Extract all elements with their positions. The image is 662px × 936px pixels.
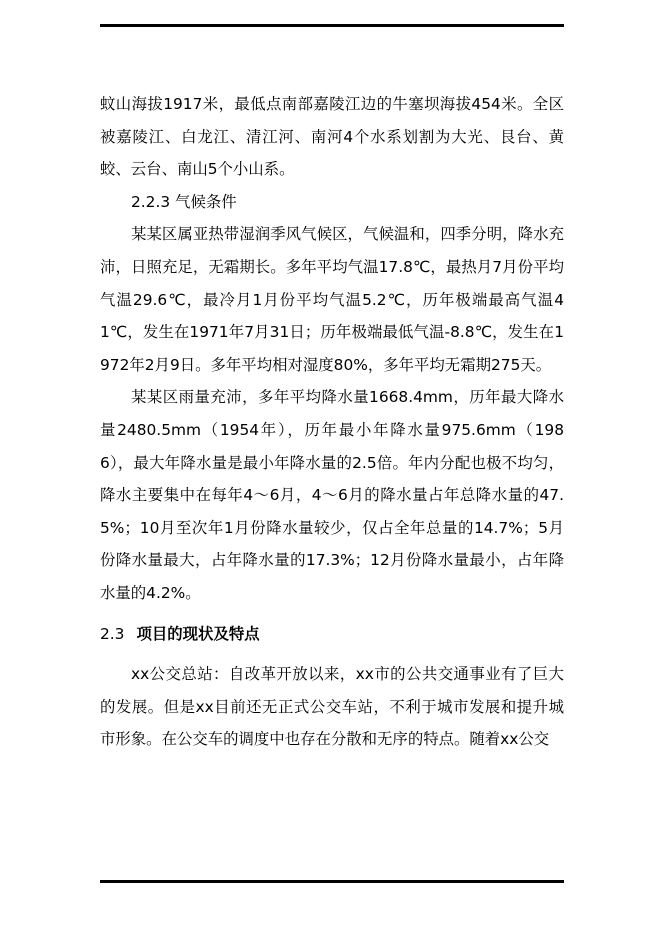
section-heading [100,618,564,651]
project-paragraph: xx公交总站：自改革开放以来，xx市的公共交通事业有了巨大的发展。但是xx目前还无正式公交车站，不利于城市发展和提升城市形象。在公交车的调度中也存在分散和无序的特点。随着xx公交 [100,665,564,749]
section-title: 项目的现状及特点 [136,624,260,643]
header-rule [100,24,564,27]
climate-subsection-title: 2.2.3 气候条件 [131,192,237,211]
footer-rule [100,880,564,883]
section-number: 2.3 [100,624,125,643]
document-body [100,88,564,756]
rainfall-paragraph: 某某区雨量充沛，多年平均降水量1668.4mm，历年最大降水量2480.5mm（1954年），历年最小年降水量975.6mm（1986），最大年降水量是最小年降水量的2.5倍。年内分配也极不均匀，降水主要集中在每年4～6月，4～6月的降水量占年总降水量的47.5%；10月至次年1月份降水量较少，仅占全年总量的14.7%；5月份降水量最大，占年降水量的17.3%；12月份降水量最小，占年降水量的4.2%。 [100,388,564,602]
terrain-paragraph: 蚊山海拔1917米，最低点南部嘉陵江边的牛塞坝海拔454米。全区被嘉陵江、白龙江、清江河、南河4个水系划割为大光、艮台、黄蛟、云台、南山5个小山系。 [100,95,564,179]
climate-paragraph: 某某区属亚热带湿润季风气候区，气候温和，四季分明，降水充沛，日照充足，无霜期长。多年平均气温17.8℃，最热月7月份平均气温29.6℃，最冷月1月份平均气温5.2℃，历年极端最高气温41℃，发生在1971年7月31日；历年极端最低气温-8.8℃，发生在1972年2月9日。多年平均相对湿度80%，多年平均无霜期275天。 [100,225,564,374]
